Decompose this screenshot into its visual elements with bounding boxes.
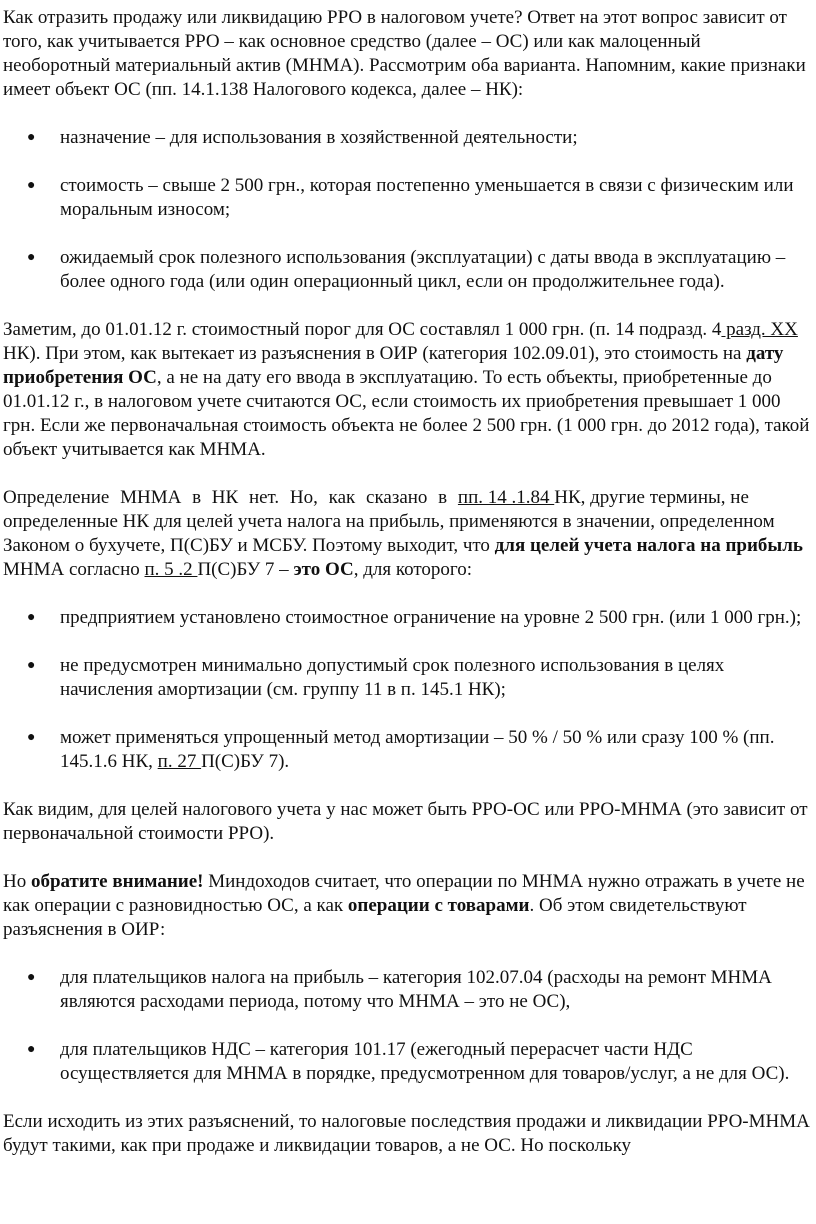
intro-paragraph: Как отразить продажу или ликвидацию РРО в налоговом учете? Ответ на этот вопрос зависит от того, как учитывается РРО – как основное средство (далее – ОС) или как малоценный необоротный материальный актив (МНМА). Рассмотрим оба варианта. Напомним, какие признаки имеет объект ОС (пп. 14.1.138 Налогового кодекса, далее – НК):	[3, 7, 806, 100]
spacer	[3, 942, 811, 966]
document-page	[3, 6, 811, 1158]
law-link[interactable]: п. 5 .2	[144, 559, 198, 580]
law-link[interactable]: разд. ХХ	[721, 319, 798, 340]
list-item	[3, 126, 811, 150]
list-item-text: назначение – для использования в хозяйственной деятельности;	[60, 127, 578, 148]
mnma-definition-paragraph	[3, 486, 811, 582]
os-features-list	[3, 126, 811, 294]
text-run: , для которого:	[353, 559, 473, 580]
text-run: может применяться упрощенный метод амортизации – 50 % / 50 % или сразу 100 % (пп. 145.1.6 НК,	[60, 727, 775, 772]
spacer	[3, 462, 811, 486]
spacer	[3, 294, 811, 318]
list-item-text: для плательщиков НДС – категория 101.17 (ежегодный перерасчет части НДС осуществляется для МНМА в порядке, предусмотренном для товаров/услуг, а не для ОС).	[60, 1039, 790, 1084]
bullet-icon: ●	[27, 130, 36, 145]
bold-text: это ОС	[293, 559, 354, 580]
list-item	[3, 606, 811, 630]
text-run: Но	[3, 871, 31, 892]
conclusion-paragraph: Как видим, для целей налогового учета у нас может быть РРО-ОС или РРО-МНМА (это зависит от первоначальной стоимости РРО).	[3, 799, 808, 844]
list-item	[3, 1038, 811, 1086]
spacer	[3, 102, 811, 126]
text-run: НК). При этом, как вытекает из разъяснения в ОИР (категория 102.09.01), это стоимость на	[3, 343, 747, 364]
list-item	[3, 966, 811, 1014]
bold-text: для целей учета налога на прибыль	[494, 535, 803, 556]
list-item	[3, 246, 811, 294]
law-link[interactable]: пп. 14 .1.84	[457, 487, 555, 508]
text-run: П(С)БУ 7 –	[197, 559, 294, 580]
list-item	[3, 654, 811, 702]
text-run: Миндоходов считает, что операции по МНМА нужно отражать в учете не как операции с разновидностью ОС, а как	[3, 871, 805, 916]
oir-items-list	[3, 966, 811, 1086]
list-item-text: не предусмотрен минимально допустимый срок полезного использования в целях начисления амортизации (см. группу 11 в п. 145.1 НК);	[60, 655, 725, 700]
bold-text: дату приобретения ОС	[3, 343, 784, 388]
list-item	[3, 174, 811, 222]
list-item-text: предприятием установлено стоимостное ограничение на уровне 2 500 грн. (или 1 000 грн.);	[60, 607, 802, 628]
bold-text: обратите внимание!	[30, 871, 204, 892]
bullet-icon: ●	[27, 250, 36, 265]
list-item-text	[60, 727, 774, 772]
list-item-text: ожидаемый срок полезного использования (эксплуатации) с даты ввода в эксплуатацию – более одного года (или один операционный цикл, если он продолжительнее года).	[60, 247, 786, 292]
text-run: МНМА согласно	[3, 559, 145, 580]
text-run: . Об этом свидетельствуют разъяснения в ОИР:	[3, 895, 747, 940]
list-item	[3, 726, 811, 774]
spacer	[3, 582, 811, 606]
bullet-icon: ●	[27, 178, 36, 193]
list-item-text: для плательщиков налога на прибыль – категория 102.07.04 (расходы на ремонт МНМА являются расходами периода, потому что МНМА – это не ОС),	[60, 967, 772, 1012]
bullet-icon: ●	[27, 730, 36, 745]
bold-text: операции с товарами	[347, 895, 530, 916]
text-run: Заметим, до 01.01.12 г. стоимостный порог для ОС составлял 1 000 грн. (п. 14 подразд. 4	[3, 319, 722, 340]
text-run: П(С)БУ 7).	[201, 751, 290, 772]
spacer	[3, 1086, 811, 1110]
mnma-features-list	[3, 606, 811, 774]
bullet-icon: ●	[27, 1042, 36, 1057]
final-paragraph: Если исходить из этих разъяснений, то налоговые последствия продажи и ликвидации РРО-МНМА будут такими, как при продаже и ликвидации товаров, а не ОС. Но поскольку	[3, 1111, 810, 1156]
law-link[interactable]: п. 27	[157, 751, 202, 772]
text-run: Определение МНМА в НК нет. Но, как сказано в	[3, 487, 458, 508]
text-run: НК, другие термины, не определенные НК для целей учета налога на прибыль, применяются в значении, определенном Законом о бухучете, П(С)БУ и МСБУ. Поэтому выходит, что	[3, 487, 775, 556]
spacer	[3, 774, 811, 798]
spacer	[3, 846, 811, 870]
bullet-icon: ●	[27, 970, 36, 985]
bullet-icon: ●	[27, 610, 36, 625]
bullet-icon: ●	[27, 658, 36, 673]
attention-paragraph	[3, 870, 811, 942]
text-run: , а не на дату его ввода в эксплуатацию. То есть объекты, приобретенные до 01.01.12 г., в налоговом учете считаются ОС, если стоимость их приобретения превышает 1 000 грн. Если же первоначальная стоимость объекта не более 2 500 грн. (1 000 грн. до 2012 года), такой объект учитывается как МНМА.	[3, 367, 810, 460]
threshold-paragraph	[3, 318, 811, 462]
list-item-text: стоимость – свыше 2 500 грн., которая постепенно уменьшается в связи с физическим или моральным износом;	[60, 175, 794, 220]
